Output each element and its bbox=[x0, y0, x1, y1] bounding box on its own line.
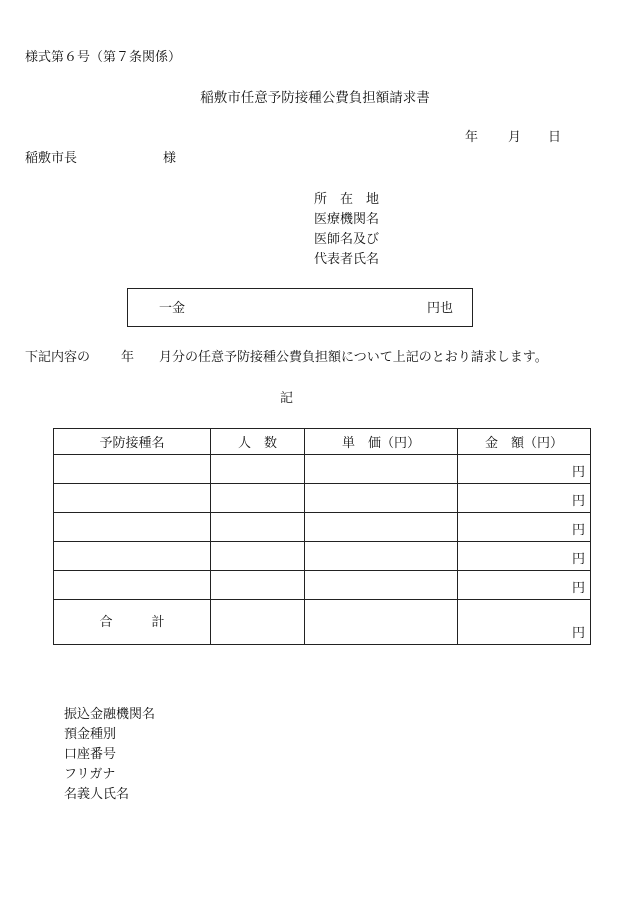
cell-vaccine-name[interactable] bbox=[54, 513, 211, 542]
holder-name-label: 名義人氏名 bbox=[64, 787, 130, 802]
account-type-label: 預金種別 bbox=[64, 727, 117, 742]
request-year: 年 bbox=[121, 350, 135, 365]
cell-unit-price[interactable] bbox=[305, 542, 458, 571]
cell-count[interactable] bbox=[211, 455, 305, 484]
cell-amount[interactable]: 円 bbox=[458, 513, 591, 542]
cell-unit-price[interactable] bbox=[305, 484, 458, 513]
addressee-honorific: 様 bbox=[163, 151, 177, 166]
doctor-label: 医師名及び bbox=[314, 232, 380, 247]
account-number-label: 口座番号 bbox=[64, 747, 117, 762]
bank-institution-label: 振込金融機関名 bbox=[64, 707, 156, 722]
request-part-3: 月分の任意予防接種公費負担額について上記のとおり請求します。 bbox=[159, 350, 548, 365]
total-unit-price[interactable] bbox=[305, 600, 458, 645]
header-count: 人 数 bbox=[211, 429, 305, 455]
cell-amount[interactable]: 円 bbox=[458, 542, 591, 571]
table-header-row bbox=[54, 429, 591, 455]
request-part-1: 下記内容の bbox=[25, 350, 91, 365]
cell-unit-price[interactable] bbox=[305, 455, 458, 484]
table-row bbox=[54, 484, 591, 513]
cell-count[interactable] bbox=[211, 513, 305, 542]
addressee-name: 稲敷市長 bbox=[25, 151, 78, 166]
cell-count[interactable] bbox=[211, 484, 305, 513]
vaccination-table bbox=[53, 428, 591, 645]
cell-amount[interactable]: 円 bbox=[458, 571, 591, 600]
institution-label: 医療機関名 bbox=[314, 212, 380, 227]
amount-suffix: 円也 bbox=[427, 301, 454, 316]
form-number: 様式第６号（第７条関係） bbox=[25, 50, 182, 65]
total-count[interactable] bbox=[211, 600, 305, 645]
date-month-label: 月 bbox=[508, 130, 522, 145]
total-amount[interactable]: 円 bbox=[458, 600, 591, 645]
cell-amount[interactable]: 円 bbox=[458, 484, 591, 513]
total-label: 合 計 bbox=[54, 600, 211, 645]
bank-info-block bbox=[64, 705, 155, 805]
date-day-label: 日 bbox=[548, 130, 562, 145]
cell-vaccine-name[interactable] bbox=[54, 542, 211, 571]
cell-count[interactable] bbox=[211, 542, 305, 571]
table-row bbox=[54, 513, 591, 542]
date-year-label: 年 bbox=[465, 130, 479, 145]
date-line bbox=[465, 131, 561, 144]
request-sentence bbox=[25, 351, 548, 364]
ki-heading: 記 bbox=[280, 391, 294, 406]
table-row bbox=[54, 542, 591, 571]
address-label: 所 在 地 bbox=[314, 192, 380, 207]
table-total-row bbox=[54, 600, 591, 645]
cell-vaccine-name[interactable] bbox=[54, 571, 211, 600]
header-vaccine-name: 予防接種名 bbox=[54, 429, 211, 455]
representative-label: 代表者氏名 bbox=[314, 252, 380, 267]
table-row bbox=[54, 571, 591, 600]
cell-unit-price[interactable] bbox=[305, 513, 458, 542]
document-title: 稲敷市任意予防接種公費負担額請求書 bbox=[200, 90, 430, 106]
header-amount: 金 額（円） bbox=[458, 429, 591, 455]
furigana-label: フリガナ bbox=[64, 767, 116, 782]
cell-vaccine-name[interactable] bbox=[54, 484, 211, 513]
cell-count[interactable] bbox=[211, 571, 305, 600]
applicant-block bbox=[314, 190, 379, 270]
cell-unit-price[interactable] bbox=[305, 571, 458, 600]
amount-box bbox=[127, 288, 473, 327]
header-unit-price: 単 価（円） bbox=[305, 429, 458, 455]
cell-amount[interactable]: 円 bbox=[458, 455, 591, 484]
amount-prefix: 一金 bbox=[159, 301, 186, 316]
cell-vaccine-name[interactable] bbox=[54, 455, 211, 484]
table-row bbox=[54, 455, 591, 484]
addressee bbox=[25, 152, 176, 165]
